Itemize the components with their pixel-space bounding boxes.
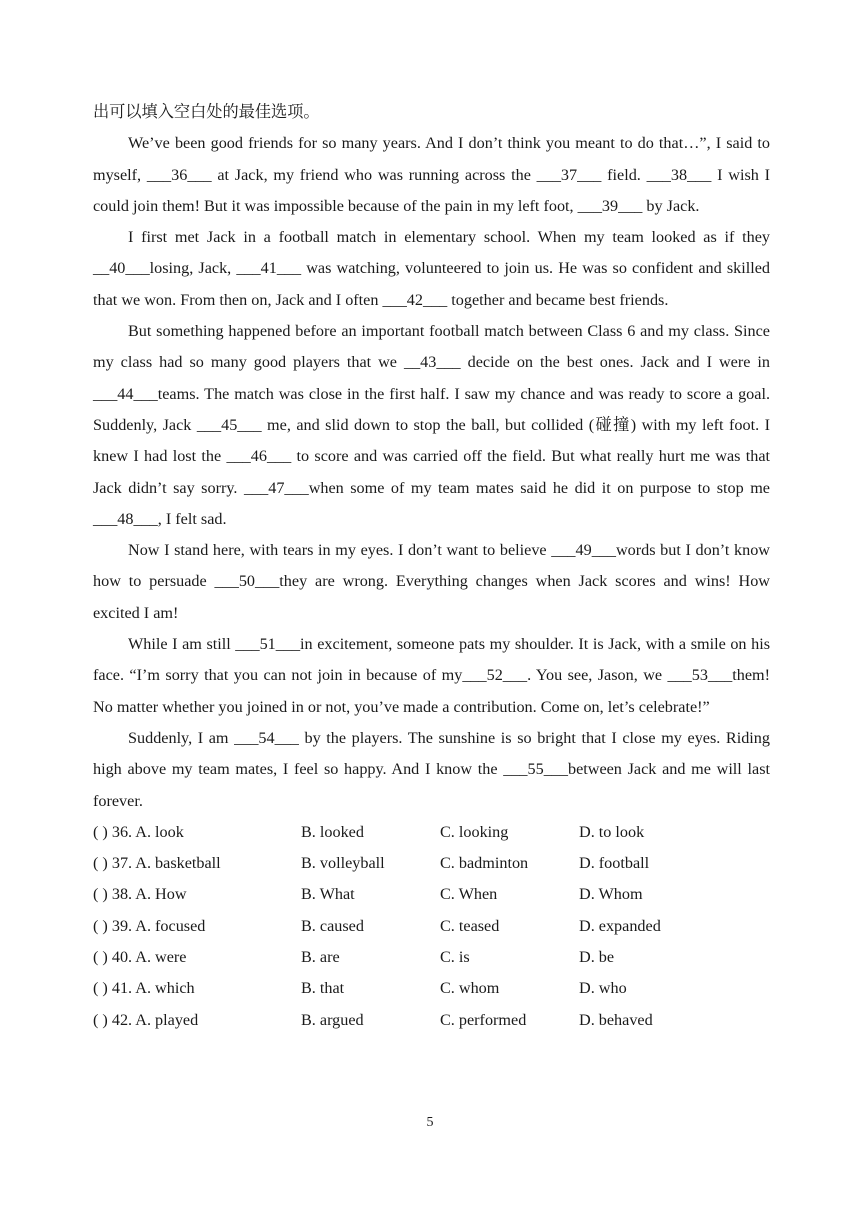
- option-d: D. behaved: [579, 1010, 653, 1029]
- option-d: D. be: [579, 948, 615, 967]
- question-40: [93, 942, 770, 973]
- option-c: C. badminton: [440, 854, 529, 873]
- option-d: D. to look: [579, 822, 645, 841]
- option-b: B. looked: [301, 822, 364, 841]
- option-b: B. that: [301, 979, 345, 998]
- page-number: 5: [426, 1115, 434, 1130]
- option-b: B. volleyball: [301, 854, 385, 873]
- option-c: C. teased: [440, 916, 500, 935]
- question-stem: ( ) 36. A. look: [93, 822, 184, 841]
- option-c: C. performed: [440, 1010, 527, 1029]
- option-d: D. expanded: [579, 916, 661, 935]
- passage: [93, 97, 770, 1036]
- paragraph-3: But something happened before an important football match between Class 6 and my class. Since my class had so many good players that we __43___ decide on the best ones. Jack and I were in ___44___teams. The match was close in the first half. I saw my chance and was ready to score a goal. Suddenly, Jack ___45___ me, and slid down to stop the ball, but collided (碰撞) with my left foot. I knew I had lost the ___46___ to score and was carried off the field. But what really hurt me was that Jack didn’t say sorry. ___47___when some of my team mates said he did it on purpose to stop me ___48___, I felt sad.: [93, 322, 770, 528]
- question-stem: ( ) 41. A. which: [93, 979, 195, 998]
- question-stem: ( ) 40. A. were: [93, 948, 187, 967]
- question-stem: ( ) 42. A. played: [93, 1010, 199, 1029]
- question-stem: ( ) 38. A. How: [93, 885, 187, 904]
- option-d: D. Whom: [579, 885, 643, 904]
- option-c: C. whom: [440, 979, 500, 998]
- answer-options: [93, 817, 770, 1036]
- paragraph-2: I first met Jack in a football match in elementary school. When my team looked as if they __40___losing, Jack, ___41___ was watching, volunteered to join us. He was so confident and skilled that we won. From then on, Jack and I often ___42___ together and became best friends.: [93, 228, 770, 309]
- question-37: [93, 848, 770, 879]
- option-b: B. What: [301, 885, 355, 904]
- option-b: B. are: [301, 948, 340, 967]
- option-b: B. caused: [301, 916, 364, 935]
- option-d: D. football: [579, 854, 650, 873]
- paragraph-5: While I am still ___51___in excitement, someone pats my shoulder. It is Jack, with a smile on his face. “I’m sorry that you can not join in because of my___52___. You see, Jason, we ___53___them! No matter whether you joined in or not, you’ve made a contribution. Come on, let’s celebrate!”: [93, 635, 770, 716]
- question-39: [93, 911, 770, 942]
- option-c: C. looking: [440, 822, 509, 841]
- option-b: B. argued: [301, 1010, 364, 1029]
- question-stem: ( ) 37. A. basketball: [93, 854, 221, 873]
- question-41: [93, 973, 770, 1004]
- option-c: C. When: [440, 885, 498, 904]
- paragraph-4: Now I stand here, with tears in my eyes. I don’t want to believe ___49___words but I don’t know how to persuade ___50___they are wrong. Everything changes when Jack scores and wins! How excited I am!: [93, 541, 770, 622]
- question-42: [93, 1005, 770, 1036]
- paragraph-6: Suddenly, I am ___54___ by the players. The sunshine is so bright that I close my eyes. Riding high above my team mates, I feel so happy. And I know the ___55___between Jack and me will last forever.: [93, 728, 770, 810]
- option-d: D. who: [579, 979, 627, 998]
- question-36: [93, 817, 770, 848]
- question-stem: ( ) 39. A. focused: [93, 916, 206, 935]
- question-38: [93, 879, 770, 910]
- instruction-fragment: 出可以填入空白处的最佳选项。: [93, 103, 320, 121]
- paragraph-1: We’ve been good friends for so many years. And I don’t think you meant to do that…”, I said to myself, ___36___ at Jack, my friend who was running across the ___37___ field. ___38___ I wish I could join them! But it was impossible because of the pain in my left foot, ___39___ by Jack.: [93, 134, 770, 215]
- option-c: C. is: [440, 948, 470, 967]
